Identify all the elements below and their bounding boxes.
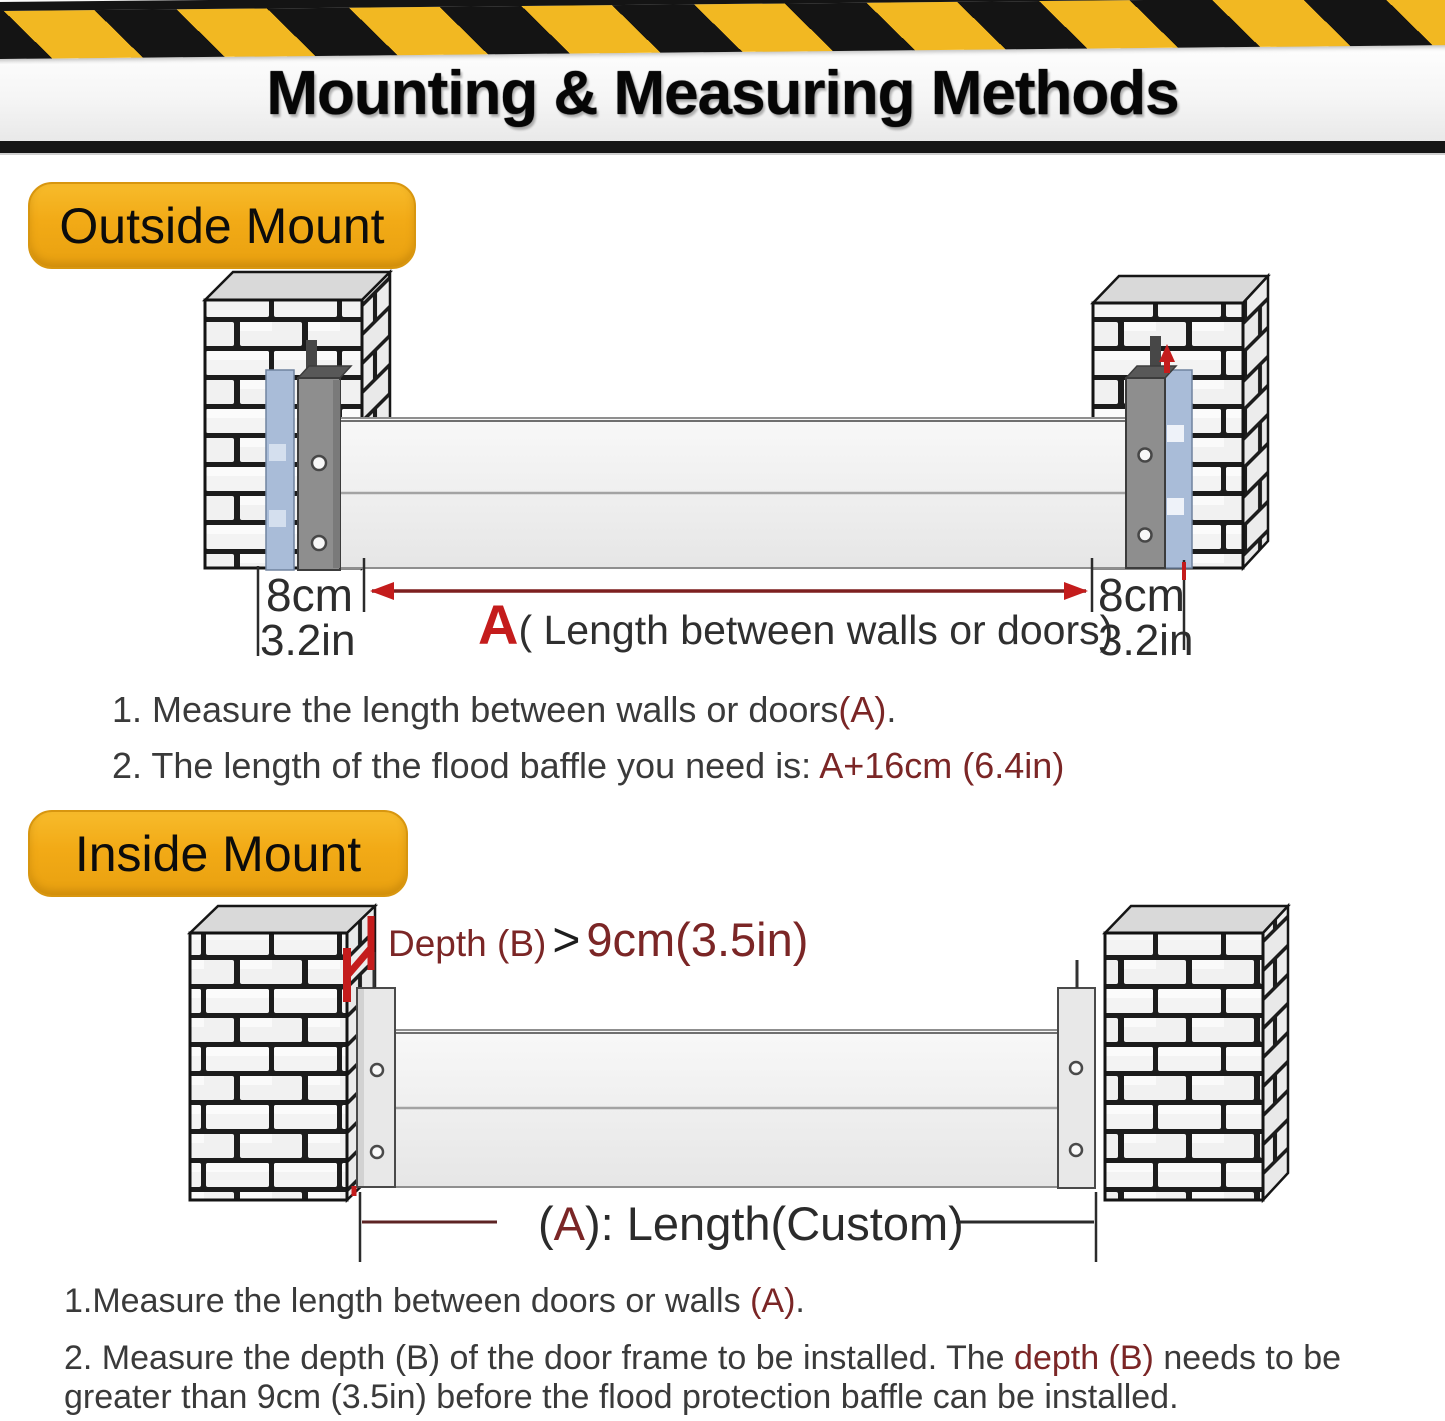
length-a-symbol: A (478, 593, 519, 656)
depth-value: 9cm(3.5in) (586, 913, 809, 966)
outside-length-label (478, 592, 1113, 657)
outside-left-bracket (266, 340, 351, 570)
outside-right-width-cm: 8cm (1098, 569, 1185, 621)
outside-step-1: 1. Measure the length between walls or doors(A). (112, 689, 897, 730)
inside-right-pillar (1105, 906, 1288, 1200)
outside-mount-badge-label: Outside Mount (59, 197, 385, 254)
page-title: Mounting & Measuring Methods (266, 59, 1179, 128)
outside-mount-steps (112, 688, 1412, 800)
greater-than-symbol: > (552, 914, 581, 967)
inside-mount-badge (28, 810, 408, 897)
outside-step-2: 2. The length of the flood baffle you need is: A+16cm (6.4in) (112, 745, 1065, 787)
outside-right-width-in: 3.2in (1098, 616, 1194, 665)
inside-mount-badge-label: Inside Mount (74, 825, 362, 882)
inside-mount-steps (64, 1282, 1442, 1421)
inside-flood-barrier (393, 1030, 1060, 1187)
inside-length-label: (A): Length(Custom) (538, 1197, 964, 1250)
inside-right-bracket (1058, 960, 1095, 1188)
hazard-stripes (0, 0, 1445, 59)
header-divider (0, 141, 1445, 153)
outside-left-width-in: 3.2in (260, 616, 356, 665)
inside-step-1: 1.Measure the length between doors or walls (A). (64, 1282, 805, 1320)
outside-mount-badge (28, 182, 416, 269)
outside-right-bracket (1126, 336, 1192, 568)
hazard-stripe-banner (0, 0, 1445, 64)
depth-requirement-label (388, 912, 808, 968)
length-a-description: ( Length between walls or doors) (518, 607, 1114, 653)
outside-flood-barrier (338, 418, 1130, 568)
inside-left-bracket (357, 952, 395, 1187)
depth-b-label: Depth (B) (388, 923, 547, 964)
inside-step-2: 2. Measure the depth (B) of the door frame to be installed. The depth (B) needs to be greater than 9cm (3.5in) before the flood protection baffle can be installed. (64, 1338, 1342, 1416)
length-a-symbol: A (553, 1197, 586, 1250)
outside-left-width-cm: 8cm (266, 569, 353, 621)
